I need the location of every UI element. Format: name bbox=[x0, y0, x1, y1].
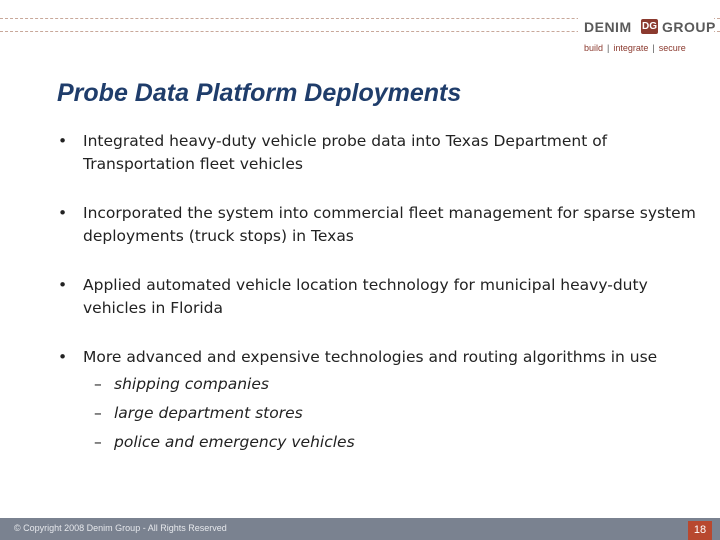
page-number: 18 bbox=[688, 521, 712, 540]
logo-mark-icon: DG bbox=[642, 21, 657, 32]
sub-bullet-text: police and emergency vehicles bbox=[114, 433, 355, 451]
slide-title: Probe Data Platform Deployments bbox=[57, 79, 462, 107]
bullet-dot-icon: • bbox=[58, 132, 68, 150]
bullet-item bbox=[58, 202, 698, 248]
bullet-text: Incorporated the system into commercial fleet management for sparse system deployments (truck stops) in Texas bbox=[83, 204, 696, 245]
tagline-integrate: integrate bbox=[613, 43, 649, 53]
bullet-item bbox=[58, 130, 698, 176]
company-logo bbox=[578, 14, 714, 54]
bullet-text: Integrated heavy-duty vehicle probe data into Texas Department of Transportation fleet vehicles bbox=[83, 132, 608, 173]
bullet-item bbox=[58, 274, 698, 320]
sub-bullet-list bbox=[83, 370, 698, 457]
bullet-text: Applied automated vehicle location technology for municipal heavy-duty vehicles in Florida bbox=[83, 276, 648, 317]
sub-bullet-item bbox=[58, 370, 698, 399]
bullet-text: More advanced and expensive technologies and routing algorithms in use bbox=[83, 348, 658, 366]
dash-icon: – bbox=[94, 433, 102, 451]
sub-bullet-text: large department stores bbox=[114, 404, 303, 422]
sub-bullet-item bbox=[58, 428, 698, 457]
dash-icon: – bbox=[94, 375, 102, 393]
bullet-dot-icon: • bbox=[58, 276, 68, 294]
bullet-dot-icon: • bbox=[58, 348, 68, 366]
bullet-item bbox=[58, 346, 698, 457]
bullet-list bbox=[58, 130, 698, 483]
sub-bullet-item bbox=[58, 399, 698, 428]
sub-bullet-text: shipping companies bbox=[114, 375, 269, 393]
logo-word-left: DENIM bbox=[584, 19, 632, 35]
logo-word-right: GROUP bbox=[662, 19, 716, 35]
tagline-secure: secure bbox=[658, 43, 686, 53]
footer-copyright: © Copyright 2008 Denim Group - All Rights Reserved bbox=[14, 523, 227, 533]
tagline-build: build bbox=[584, 43, 604, 53]
bullet-dot-icon: • bbox=[58, 204, 68, 222]
logo-tagline: build | integrate | secure bbox=[584, 43, 686, 53]
dash-icon: – bbox=[94, 404, 102, 422]
footer-bar bbox=[0, 518, 720, 540]
